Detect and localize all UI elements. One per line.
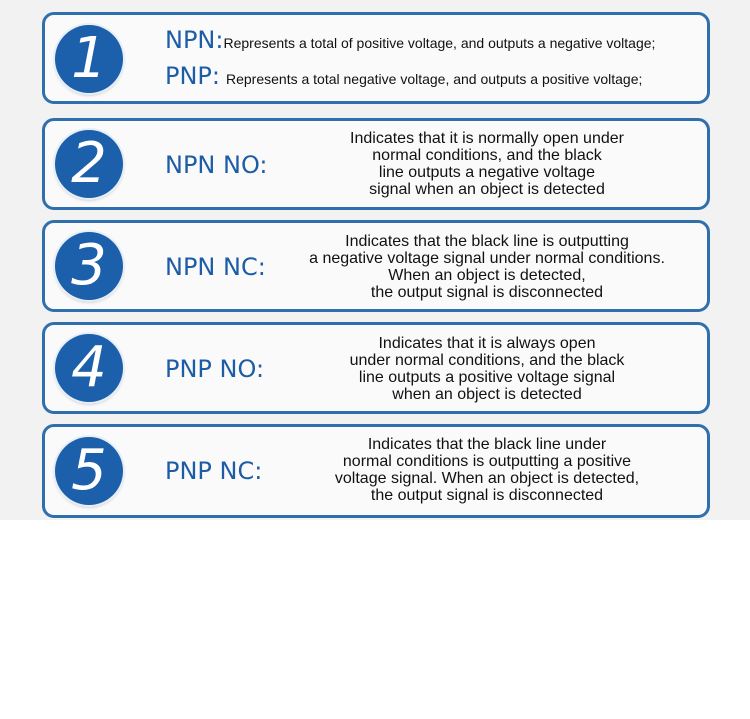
card-3 xyxy=(42,220,710,312)
npn-label: NPN: xyxy=(165,26,224,54)
npn-nc-label: NPN NC: xyxy=(165,253,266,281)
number-badge-3: 3 xyxy=(55,232,123,300)
number-badge-5: 5 xyxy=(55,437,123,505)
number-badge-1: 1 xyxy=(55,25,123,93)
card-4 xyxy=(42,322,710,414)
number-badge-4: 4 xyxy=(55,334,123,402)
card-5 xyxy=(42,424,710,518)
npn-row xyxy=(165,26,655,54)
pnp-nc-label: PNP NC: xyxy=(165,457,263,485)
npn-nc-description: Indicates that the black line is outputting a negative voltage signal under normal conditions. When an object is detected, the output signal is disconnected xyxy=(309,233,665,301)
pnp-no-label: PNP NO: xyxy=(165,355,265,383)
pnp-nc-description: Indicates that the black line under normal conditions is outputting a positive voltage signal. When an object is detected, the output signal is disconnected xyxy=(334,436,640,504)
pnp-row xyxy=(165,62,642,90)
card-2 xyxy=(42,118,710,210)
npn-no-label: NPN NO: xyxy=(165,151,268,179)
pnp-description: Represents a total negative voltage, and outputs a positive voltage; xyxy=(225,71,643,87)
pnp-no-description: Indicates that it is always open under normal conditions, and the black line outputs a positive voltage signal when an object is detected xyxy=(349,335,625,403)
number-badge-2: 2 xyxy=(55,130,123,198)
card-1 xyxy=(42,12,710,104)
pnp-label: PNP: xyxy=(165,62,220,90)
npn-description: Represents a total of positive voltage, and outputs a negative voltage; xyxy=(223,35,656,51)
npn-no-description: Indicates that it is normally open under normal conditions, and the black line outputs a negative voltage signal when an object is detected xyxy=(350,130,624,198)
